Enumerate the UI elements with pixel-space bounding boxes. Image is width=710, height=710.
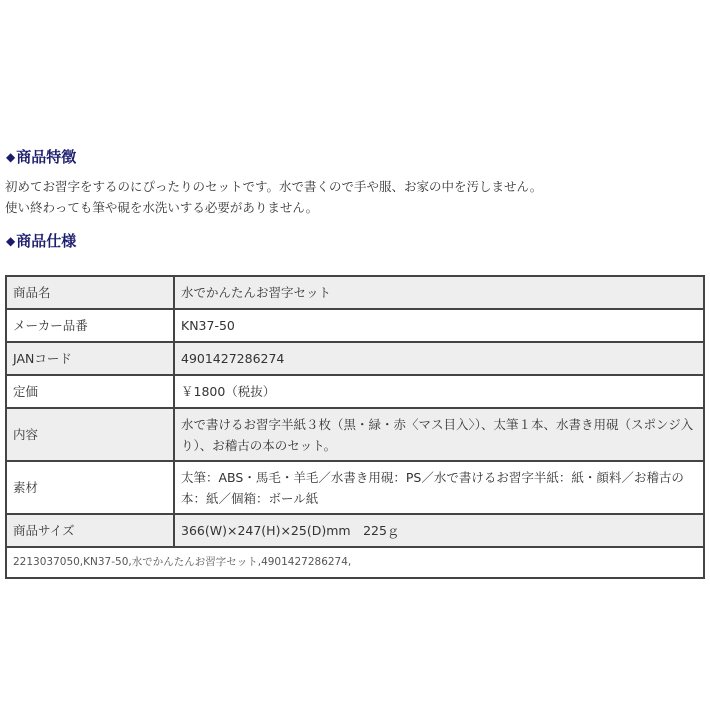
spec-row-jan-code [6,342,704,375]
spec-label: 素材 [6,461,174,514]
spec-value: KN37-50 [174,309,704,342]
spec-label: 商品サイズ [6,514,174,547]
spec-row-materials [6,461,704,514]
spec-value: 366(W)×247(H)×25(D)mm 225ｇ [174,514,704,547]
spec-value: 4901427286274 [174,342,704,375]
specs-heading [6,230,76,251]
spec-value: ￥1800（税抜） [174,375,704,408]
spec-row-list-price [6,375,704,408]
spec-footer-text: 2213037050,KN37-50,水でかんたんお習字セット,4901427286274, [6,547,704,578]
spec-label: 定価 [6,375,174,408]
spec-table [5,275,705,579]
spec-label: 商品名 [6,276,174,309]
spec-label: 内容 [6,408,174,461]
spec-row-contents [6,408,704,461]
spec-value: 水で書けるお習字半紙３枚（黒・緑・赤〈マス目入〉）、太筆１本、水書き用硯（スポンジ入り）、お稽古の本のセット。 [174,408,704,461]
spec-row-product-name [6,276,704,309]
features-heading [6,146,76,167]
specs-heading-text: 商品仕様 [16,232,77,250]
spec-row-maker-part-number [6,309,704,342]
spec-footer-row [6,547,704,578]
spec-value: 太筆：ABS・馬毛・羊毛／水書き用硯：PS／水で書けるお習字半紙：紙・顔料／お稽古の本：紙／個箱：ボール紙 [174,461,704,514]
spec-row-product-size [6,514,704,547]
spec-label: メーカー品番 [6,309,174,342]
features-line: 使い終わっても筆や硯を水洗いする必要がありません。 [5,200,319,215]
diamond-icon: ◆ [6,150,16,164]
spec-label: JANコード [6,342,174,375]
features-description [5,176,542,218]
features-line: 初めてお習字をするのにぴったりのセットです。水で書くので手や服、お家の中を汚しません。 [5,179,543,194]
diamond-icon: ◆ [6,234,16,248]
spec-value: 水でかんたんお習字セット [174,276,704,309]
features-heading-text: 商品特徴 [16,148,77,166]
